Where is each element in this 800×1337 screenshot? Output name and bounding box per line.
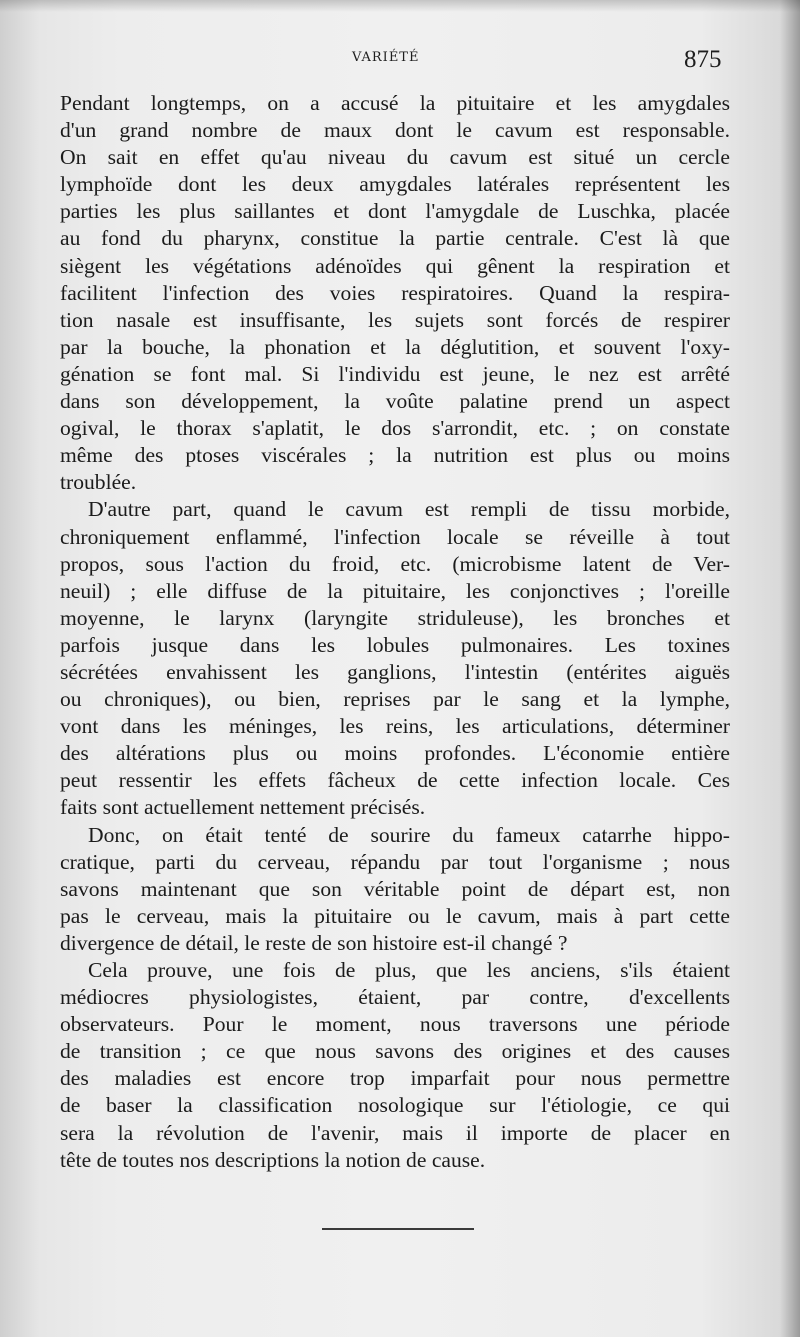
- paragraph: [60, 496, 730, 821]
- text-line: divergence de détail, le reste de son histoire est-il changé ?: [60, 930, 568, 955]
- text-line: Pendant longtemps, on a accusé la pituitaire et les amygdales: [60, 91, 730, 115]
- text-line: chroniquement enflammé, l'infection locale se réveille à tout: [60, 524, 730, 549]
- text-line: parties les plus saillantes et dont l'amygdale de Luschka, placée: [60, 199, 730, 224]
- text-line: cratique, parti du cerveau, répandu par tout l'organisme ; nous: [60, 849, 730, 874]
- body-text: [60, 90, 730, 1174]
- text-line: sécrétées envahissent les ganglions, l'intestin (entérites aiguës: [60, 659, 730, 684]
- text-line: génation se font mal. Si l'individu est jeune, le nez est arrêté: [60, 361, 730, 386]
- text-line: D'autre part, quand le cavum est rempli de tissu morbide,: [88, 497, 730, 522]
- text-line: peut ressentir les effets fâcheux de cette infection locale. Ces: [60, 768, 730, 793]
- text-line: parfois jusque dans les lobules pulmonaires. Les toxines: [60, 632, 730, 657]
- text-line: même des ptoses viscérales ; la nutrition est plus ou moins: [60, 443, 730, 468]
- text-line: lymphoïde dont les deux amygdales latérales représentent les: [60, 172, 730, 197]
- text-line: de baser la classification nosologique sur l'étiologie, ce qui: [60, 1093, 730, 1118]
- text-line: propos, sous l'action du froid, etc. (microbisme latent de Ver-: [60, 551, 730, 576]
- text-line: troublée.: [60, 470, 137, 495]
- text-line: au fond du pharynx, constitue la partie centrale. C'est là que: [60, 226, 730, 251]
- text-line: On sait en effet qu'au niveau du cavum est situé un cercle: [60, 145, 730, 170]
- text-line: faits sont actuellement nettement précisés.: [60, 795, 426, 820]
- text-line: savons maintenant que son véritable point de départ est, non: [60, 876, 730, 901]
- text-line: facilitent l'infection des voies respiratoires. Quand la respira-: [60, 280, 730, 305]
- text-line: tête de toutes nos descriptions la notion de cause.: [60, 1147, 486, 1172]
- text-line: sera la révolution de l'avenir, mais il importe de placer en: [60, 1120, 730, 1145]
- end-rule: [322, 1228, 474, 1230]
- text-line: vont dans les méninges, les reins, les articulations, déterminer: [60, 714, 730, 739]
- page-edge-shadow: [0, 0, 800, 12]
- text-line: observateurs. Pour le moment, nous traversons une période: [60, 1012, 730, 1037]
- text-line: ogival, le thorax s'aplatit, le dos s'arrondit, etc. ; on constate: [60, 416, 730, 441]
- paragraph: [60, 90, 730, 496]
- text-line: Cela prouve, une fois de plus, que les anciens, s'ils étaient: [88, 958, 730, 982]
- text-line: moyenne, le larynx (laryngite striduleuse), les bronches et: [60, 605, 730, 630]
- text-line: ou chroniques), ou bien, reprises par le sang et la lymphe,: [60, 687, 730, 712]
- text-line: d'un grand nombre de maux dont le cavum est responsable.: [60, 118, 730, 143]
- text-line: des altérations plus ou moins profondes. L'économie entière: [60, 741, 730, 766]
- running-head: VARIÉTÉ: [352, 50, 420, 65]
- paragraph: [60, 822, 730, 957]
- text-line: dans son développement, la voûte palatine prend un aspect: [60, 389, 730, 414]
- text-line: médiocres physiologistes, étaient, par contre, d'excellents: [60, 985, 730, 1010]
- text-line: de transition ; ce que nous savons des origines et des causes: [60, 1039, 730, 1064]
- text-line: neuil) ; elle diffuse de la pituitaire, les conjonctives ; l'oreille: [60, 578, 730, 603]
- text-line: pas le cerveau, mais la pituitaire ou le cavum, mais à part cette: [60, 903, 730, 928]
- text-line: des maladies est encore trop imparfait pour nous permettre: [60, 1066, 730, 1091]
- paragraph: [60, 957, 730, 1174]
- text-line: siègent les végétations adénoïdes qui gênent la respiration et: [60, 253, 730, 278]
- page-number: 875: [684, 46, 722, 73]
- text-line: tion nasale est insuffisante, les sujets sont forcés de respirer: [60, 307, 730, 332]
- text-line: par la bouche, la phonation et la déglutition, et souvent l'oxy-: [60, 334, 730, 359]
- text-line: Donc, on était tenté de sourire du fameux catarrhe hippo-: [88, 822, 730, 847]
